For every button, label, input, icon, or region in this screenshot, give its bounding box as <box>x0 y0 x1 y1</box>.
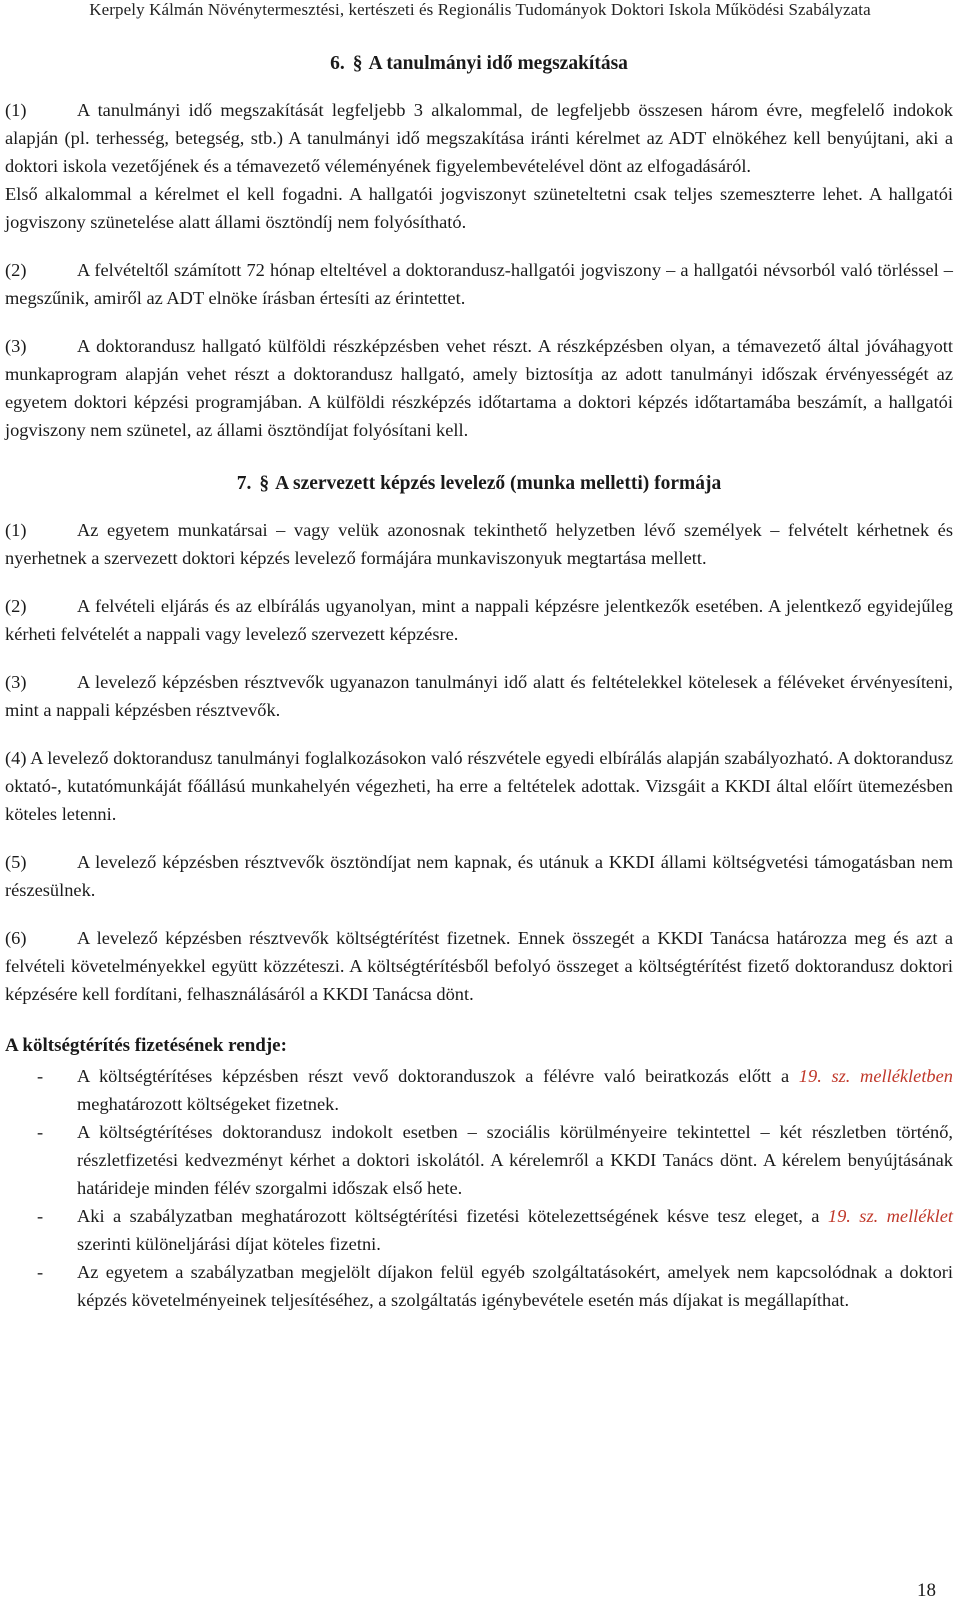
paragraph-number: (2) <box>5 596 27 616</box>
s7-paragraph-1 <box>5 516 953 572</box>
paragraph-number: (3) <box>5 336 27 356</box>
paragraph-text: (4) A levelező doktorandusz tanulmányi foglalkozásokon való részvétele egyedi elbírálás alapján szabályozható. A doktorandusz oktató-, kutatómunkáját főállású munkahelyén végezheti, ha erre a feltételek adottak. Vizsgáit a KKDI által előírt ütemezésben köteles letenni. <box>5 748 953 824</box>
paragraph-text: A felvételtől számított 72 hónap elteltével a doktorandusz-hallgatói jogviszony – a hallgatói névsorból való törléssel – megszűnik, amiről az ADT elnöke írásban értesíti az érintettet. <box>5 260 953 308</box>
list-dash: - <box>37 1122 44 1142</box>
paragraph-text: Az egyetem munkatársai – vagy velük azonosnak tekinthető helyzetben lévő személyek – felvételt kérhetnek és nyerhetnek a szervezett doktori képzés levelező formájára munkaviszonyuk megtartása mellett. <box>5 520 953 568</box>
list-item <box>5 1118 953 1202</box>
paragraph-number: (1) <box>5 100 27 120</box>
s7-paragraph-5 <box>5 848 953 904</box>
section-6-heading <box>5 50 953 78</box>
s6-paragraph-1-cont <box>5 180 953 236</box>
paragraph-number: (1) <box>5 520 27 540</box>
list-item-text: Aki a szabályzatban meghatározott költségtérítési fizetési kötelezettségének késve tesz eleget, a <box>77 1206 820 1226</box>
fees-list <box>5 1062 953 1314</box>
paragraph-text: A levelező képzésben résztvevők ösztöndíjat nem kapnak, és utánuk a KKDI állami költségvetési támogatásban nem részesülnek. <box>5 852 953 900</box>
list-dash: - <box>37 1262 44 1282</box>
annex-reference-link[interactable]: 19. sz. mellékletben <box>798 1066 953 1086</box>
paragraph-text: A doktorandusz hallgató külföldi részképzésben vehet részt. A részképzésben olyan, a témavezető által jóváhagyott munkaprogram alapján vehet részt a doktorandusz hallgató, amely biztosítja az adott tanulmányi időszak érvényességét az egyetem doktori képzési programjában. A külföldi részképzés időtartama a doktori képzés időtartamába beszámít, a hallgatói jogviszony nem szünetel, az állami ösztöndíjat folyósítani kell. <box>5 336 953 440</box>
paragraph-text: Első alkalommal a kérelmet el kell fogadni. A hallgatói jogviszonyt szüneteltetni csak teljes szemeszterre lehet. A hallgatói jogviszony szünetelése alatt állami ösztöndíj nem folyósítható. <box>5 184 953 232</box>
list-item-text: A költségtérítéses doktorandusz indokolt esetben – szociális körülményeire tekintettel – két részletben történő, részletfizetési kedvezményt kérhet a doktori iskolától. A kérelemről a KKDI Tanács dönt. A kérelem benyújtásának határideje minden félév szorgalmi időszak első hete. <box>77 1122 953 1198</box>
page-number: 18 <box>917 1580 936 1601</box>
list-item-text: meghatározott költségeket fizetnek. <box>77 1094 339 1114</box>
section-sign: § <box>352 53 363 74</box>
annex-reference-link[interactable]: 19. sz. melléklet <box>827 1206 953 1226</box>
section-6-title: A tanulmányi idő megszakítása <box>368 53 628 74</box>
paragraph-text: A levelező képzésben résztvevők ugyanazon tanulmányi idő alatt és feltételekkel kötelesek a féléveket érvényesíteni, mint a nappali képzésben résztvevők. <box>5 672 953 720</box>
list-item-text: A költségtérítéses képzésben részt vevő doktoranduszok a félévre való beiratkozás előtt a <box>77 1066 790 1086</box>
paragraph-number: (2) <box>5 260 27 280</box>
list-item <box>5 1062 953 1118</box>
s7-paragraph-6 <box>5 924 953 1008</box>
list-dash: - <box>37 1066 44 1086</box>
list-item-text: szerinti különeljárási díjat köteles fizetni. <box>77 1234 381 1254</box>
running-header: Kerpely Kálmán Növénytermesztési, kertészeti és Regionális Tudományok Doktori Iskola Működési Szabályzata <box>89 0 871 19</box>
s7-paragraph-4 <box>5 744 953 828</box>
paragraph-text: A tanulmányi idő megszakítását legfeljebb 3 alkalommal, de legfeljebb összesen három évre, megfelelő indokok alapján (pl. terhesség, betegség, stb.) A tanulmányi idő megszakítása iránti kérelmet az ADT elnökéhez kell benyújtani, aki a doktori iskola vezetőjének és a témavezető véleményének figyelembevételével dönt az elfogadásáról. <box>5 100 953 176</box>
list-item-text: Az egyetem a szabályzatban megjelölt díjakon felül egyéb szolgáltatásokért, amelyek nem kapcsolódnak a doktori képzés követelményeinek teljesítéséhez, a szolgáltatás igénybevétele esetén más díjakat is megállapíthat. <box>77 1262 953 1310</box>
section-6-number: 6. <box>330 53 345 74</box>
paragraph-number: (5) <box>5 852 27 872</box>
s7-paragraph-3 <box>5 668 953 724</box>
s6-paragraph-1 <box>5 96 953 180</box>
paragraph-text: A felvételi eljárás és az elbírálás ugyanolyan, mint a nappali képzésre jelentkezők esetében. A jelentkező egyidejűleg kérheti felvételét a nappali vagy levelező szervezett képzésre. <box>5 596 953 644</box>
page-content <box>5 50 953 1314</box>
list-item <box>5 1258 953 1314</box>
list-dash: - <box>37 1206 44 1226</box>
fees-title: A költségtérítés fizetésének rendje: <box>5 1035 287 1056</box>
section-7-number: 7. <box>236 473 252 494</box>
section-7-heading <box>5 470 953 498</box>
s7-paragraph-2 <box>5 592 953 648</box>
s6-paragraph-3 <box>5 332 953 444</box>
s6-paragraph-2 <box>5 256 953 312</box>
paragraph-number: (3) <box>5 672 27 692</box>
list-item <box>5 1202 953 1258</box>
paragraph-number: (6) <box>5 928 27 948</box>
section-sign: § <box>259 473 270 494</box>
section-7-title: A szervezett képzés levelező (munka melletti) formája <box>275 473 722 494</box>
paragraph-text: A levelező képzésben résztvevők költségtérítést fizetnek. Ennek összegét a KKDI Tanácsa határozza meg és azt a felvételi követelményekkel együtt közzéteszi. A költségtérítésből befolyó összeget a költségtérítést fizető doktorandusz doktori képzésére kell fordítani, felhasználásáról a KKDI Tanácsa dönt. <box>5 928 953 1004</box>
